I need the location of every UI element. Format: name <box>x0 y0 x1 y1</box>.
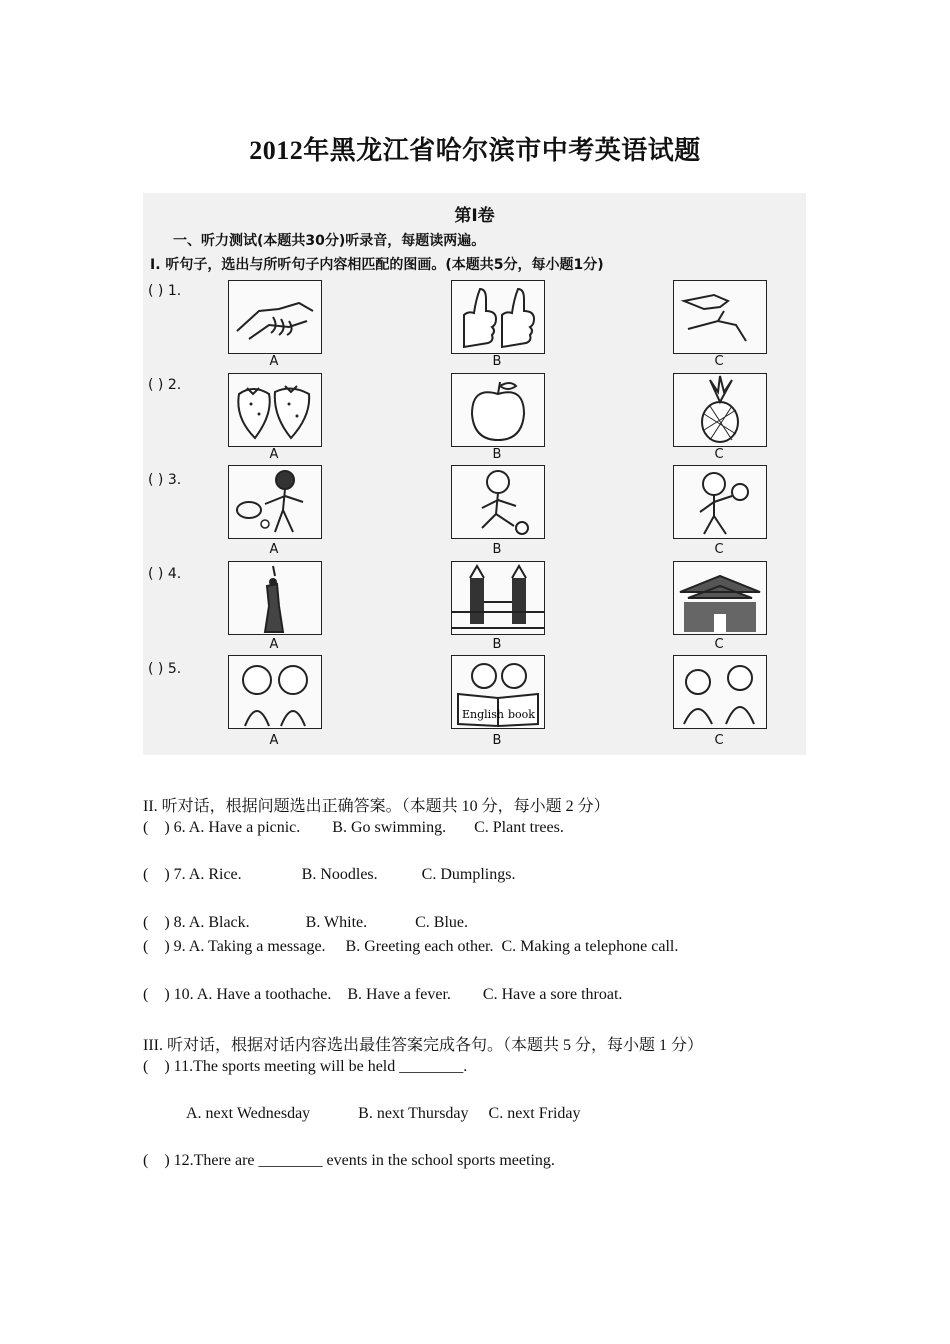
question-12: ( ) 12.There are ________ events in the school sports meeting. <box>143 1152 555 1169</box>
question-6: ( ) 6. A. Have a picnic. B. Go swimming. C. Plant trees. <box>143 819 564 836</box>
question-11-options: A. next Wednesday B. next Thursday C. next Friday <box>186 1105 581 1122</box>
option-label: C <box>714 447 724 462</box>
option-label: C <box>714 733 724 748</box>
option-label: A <box>269 447 279 462</box>
part2-heading: II. 听对话，根据问题选出正确答案。（本题共 10 分，每小题 2 分） <box>143 798 610 815</box>
picture-basketball-girl <box>673 465 767 539</box>
picture-tiananmen <box>673 561 767 635</box>
section-heading: 一、听力测试(本题共30分)听录音，每题读两遍。 <box>173 233 486 249</box>
book-text-book: book <box>508 708 535 721</box>
picture-tennis-player <box>228 465 322 539</box>
option-label: B <box>492 637 502 652</box>
picture-kids-reading <box>451 655 545 729</box>
picture-thumbs-up <box>451 280 545 354</box>
option-label: A <box>269 637 279 652</box>
book-text-english: English <box>462 708 504 721</box>
option-label: A <box>269 733 279 748</box>
picture-strawberry <box>228 373 322 447</box>
picture-waving-hands <box>673 280 767 354</box>
picture-apple <box>451 373 545 447</box>
option-label: C <box>714 542 724 557</box>
picture-soccer-girl <box>451 465 545 539</box>
option-label: B <box>492 542 502 557</box>
question-number: ( ) 5. <box>148 661 182 677</box>
question-number: ( ) 4. <box>148 566 182 582</box>
picture-kids-talking <box>673 655 767 729</box>
picture-handshake <box>228 280 322 354</box>
option-label: A <box>269 542 279 557</box>
option-label: C <box>714 354 724 369</box>
volume-heading: 第Ⅰ卷 <box>454 206 495 226</box>
picture-pineapple <box>673 373 767 447</box>
part1-heading: Ⅰ. 听句子，选出与所听句子内容相匹配的图画。(本题共5分，每小题1分) <box>150 257 604 273</box>
question-11: ( ) 11.The sports meeting will be held ________. <box>143 1058 468 1075</box>
question-10: ( ) 10. A. Have a toothache. B. Have a fever. C. Have a sore throat. <box>143 986 623 1003</box>
option-label: C <box>714 637 724 652</box>
picture-tower-bridge <box>451 561 545 635</box>
question-number: ( ) 2. <box>148 377 182 393</box>
option-label: B <box>492 354 502 369</box>
option-label: A <box>269 354 279 369</box>
part3-heading: III. 听对话，根据对话内容选出最佳答案完成各句。（本题共 5 分，每小题 1 分） <box>143 1037 703 1054</box>
picture-statue-of-liberty <box>228 561 322 635</box>
page-title: 2012年黑龙江省哈尔滨市中考英语试题 <box>249 136 701 165</box>
option-label: B <box>492 447 502 462</box>
question-number: ( ) 1. <box>148 283 182 299</box>
picture-two-kids <box>228 655 322 729</box>
question-9: ( ) 9. A. Taking a message. B. Greeting each other. C. Making a telephone call. <box>143 938 679 955</box>
question-8: ( ) 8. A. Black. B. White. C. Blue. <box>143 914 469 931</box>
scanned-listening-section <box>143 193 806 755</box>
option-label: B <box>492 733 502 748</box>
question-number: ( ) 3. <box>148 472 182 488</box>
question-7: ( ) 7. A. Rice. B. Noodles. C. Dumplings. <box>143 866 516 883</box>
